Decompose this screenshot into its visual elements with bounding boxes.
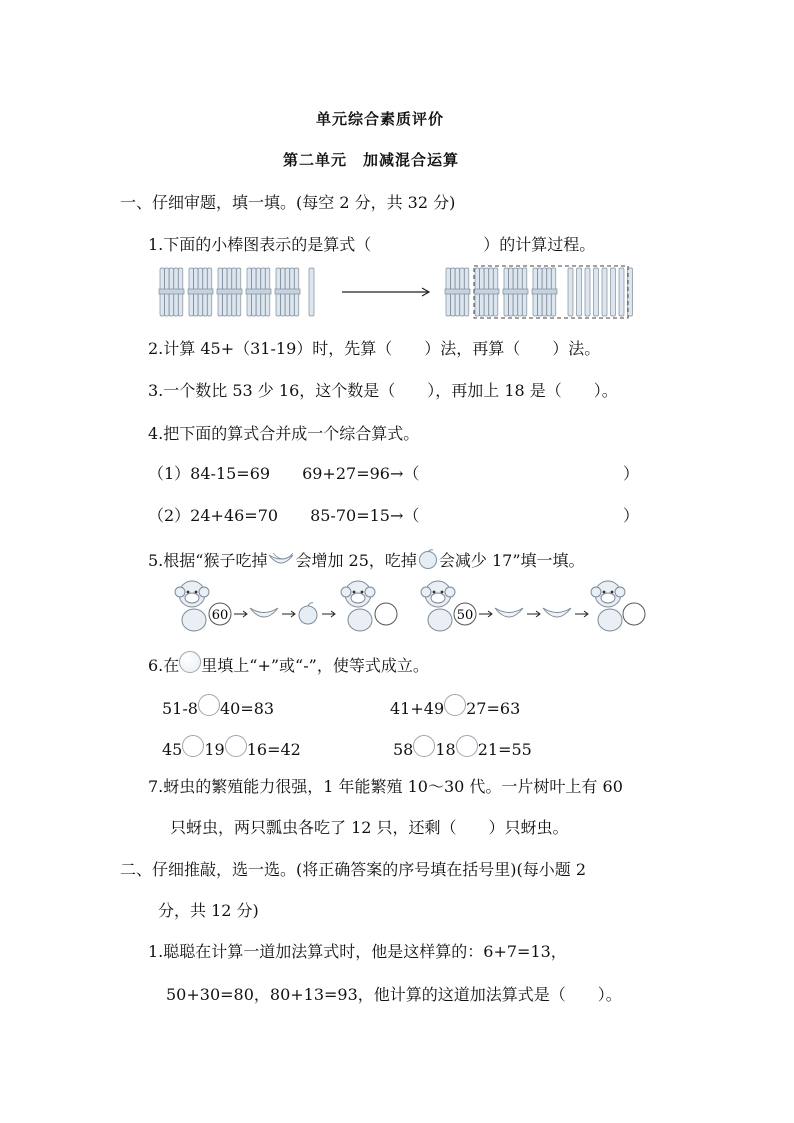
arrow-icon [282,611,295,617]
banana-icon [250,608,278,617]
stick-bundle-icon [275,268,300,316]
question-4-item-2: （2）24+46=70 85-70=15→（ [148,506,420,525]
operator-blank[interactable] [182,735,204,757]
stick-diagram [150,262,670,324]
answer-circle-2[interactable] [623,603,645,625]
question-6-text-a: 6.在 [148,656,180,675]
monkey-icon [421,581,455,631]
question-7-line-2: 只蚜虫，两只瓢虫各吃了 12 只，还剩（ ）只蚜虫。 [170,818,569,837]
operator-blank[interactable] [413,735,435,757]
arrow-icon [575,611,588,617]
question-4-item-2-close: ） [623,506,640,525]
stick-bundle-icon [188,268,213,316]
monkey-icon [341,581,375,631]
stick-bundle-icon [445,268,470,316]
banana-icon [267,549,295,569]
operator-blank[interactable] [456,735,478,757]
section1-heading: 一、仔细审题，填一填。(每空 2 分，共 32 分) [120,193,456,212]
operator-blank[interactable] [444,694,466,716]
equation-4 [393,735,532,759]
equation-4-part-c: 21=55 [477,740,532,759]
page-title: 单元综合素质评价 [316,110,445,128]
monkey-chain-diagram [172,576,652,634]
equation-2-left: 41+49 [390,699,445,718]
single-stick-icon [309,268,314,316]
question-4-item-1: （1）84-15=69 69+27=96→（ [148,464,420,483]
question-5-text-b: 会增加 25，吃掉 [295,551,417,570]
stick-bundle-icon [246,268,271,316]
equation-1-left: 51-8 [162,699,198,718]
equation-2 [390,694,520,718]
stick-bundle-icon [532,268,557,316]
single-stick-icon [602,268,607,316]
question-3: 3.一个数比 53 少 16，这个数是（ ），再加上 18 是（ ）。 [148,381,618,400]
arrow-icon [479,611,492,617]
equation-3-part-a: 45 [162,740,183,759]
question-5-text-c: 会减少 17”填一填。 [438,551,585,570]
equation-3-part-b: 19 [204,740,225,759]
stick-bundle-icon [503,268,528,316]
single-stick-icon [577,268,582,316]
monkey-icon [591,581,625,631]
stick-bundle-icon [159,268,184,316]
single-stick-icon [585,268,590,316]
single-stick-icon [619,268,624,316]
arrow-icon [527,611,540,617]
page-subtitle: 第二单元 加减混合运算 [283,151,460,169]
section2-heading-line-1: 二、仔细推敲，选一选。(将正确答案的序号填在括号里)(每小题 2 [120,860,586,879]
banana-icon [495,608,523,617]
question-4-item-1-close: ） [623,464,640,483]
question-5 [148,548,585,571]
answer-circle-1[interactable] [375,603,397,625]
equation-4-part-a: 58 [393,740,414,759]
apple-icon [417,548,439,570]
left-stick-group [159,268,314,316]
equation-1-right: 40=83 [219,699,275,718]
single-stick-icon [568,268,573,316]
equation-2-right: 27=63 [466,699,521,718]
start-value-2: 50 [456,608,474,623]
equation-1 [162,694,274,718]
equation-4-part-b: 18 [435,740,456,759]
single-stick-icon [611,268,616,316]
question-2: 2.计算 45+（31-19）时，先算（ ）法，再算（ ）法。 [148,339,601,358]
monkey-icon [175,581,209,631]
arrow-icon [322,611,335,617]
banana-icon [543,608,571,617]
question-5-text-a: 5.根据“猴子吃掉 [148,551,268,570]
operator-blank[interactable] [198,694,220,716]
question-6-text-b: 里填上“+”或“-”，使等式成立。 [201,656,429,675]
section2-heading-line-2: 分，共 12 分) [158,901,259,920]
question-4: 4.把下面的算式合并成一个综合算式。 [148,424,420,443]
single-stick-icon [594,268,599,316]
apple-icon [299,603,317,624]
operator-blank[interactable] [225,735,247,757]
section2-question-1-line-2: 50+30=80，80+13=93，他计算的这道加法算式是（ ）。 [166,985,622,1004]
stick-bundle-icon [474,268,499,316]
question-7-line-1: 7.蚜虫的繁殖能力很强，1 年能繁殖 10～30 代。一片树叶上有 60 [148,777,623,796]
start-value-1: 60 [211,608,229,623]
question-6 [148,651,429,676]
equation-3-part-c: 16=42 [246,740,301,759]
operator-circle-icon [179,651,201,673]
section2-question-1-line-1: 1.聪聪在计算一道加法算式时，他是这样算的：6+7=13， [148,942,567,961]
stick-bundle-icon [217,268,242,316]
arrow-icon [234,611,247,617]
right-stick-group [445,268,633,316]
question-1: 1.下面的小棒图表示的是算式（ ）的计算过程。 [148,235,596,254]
equation-3 [162,735,301,759]
arrow-icon [342,288,429,296]
